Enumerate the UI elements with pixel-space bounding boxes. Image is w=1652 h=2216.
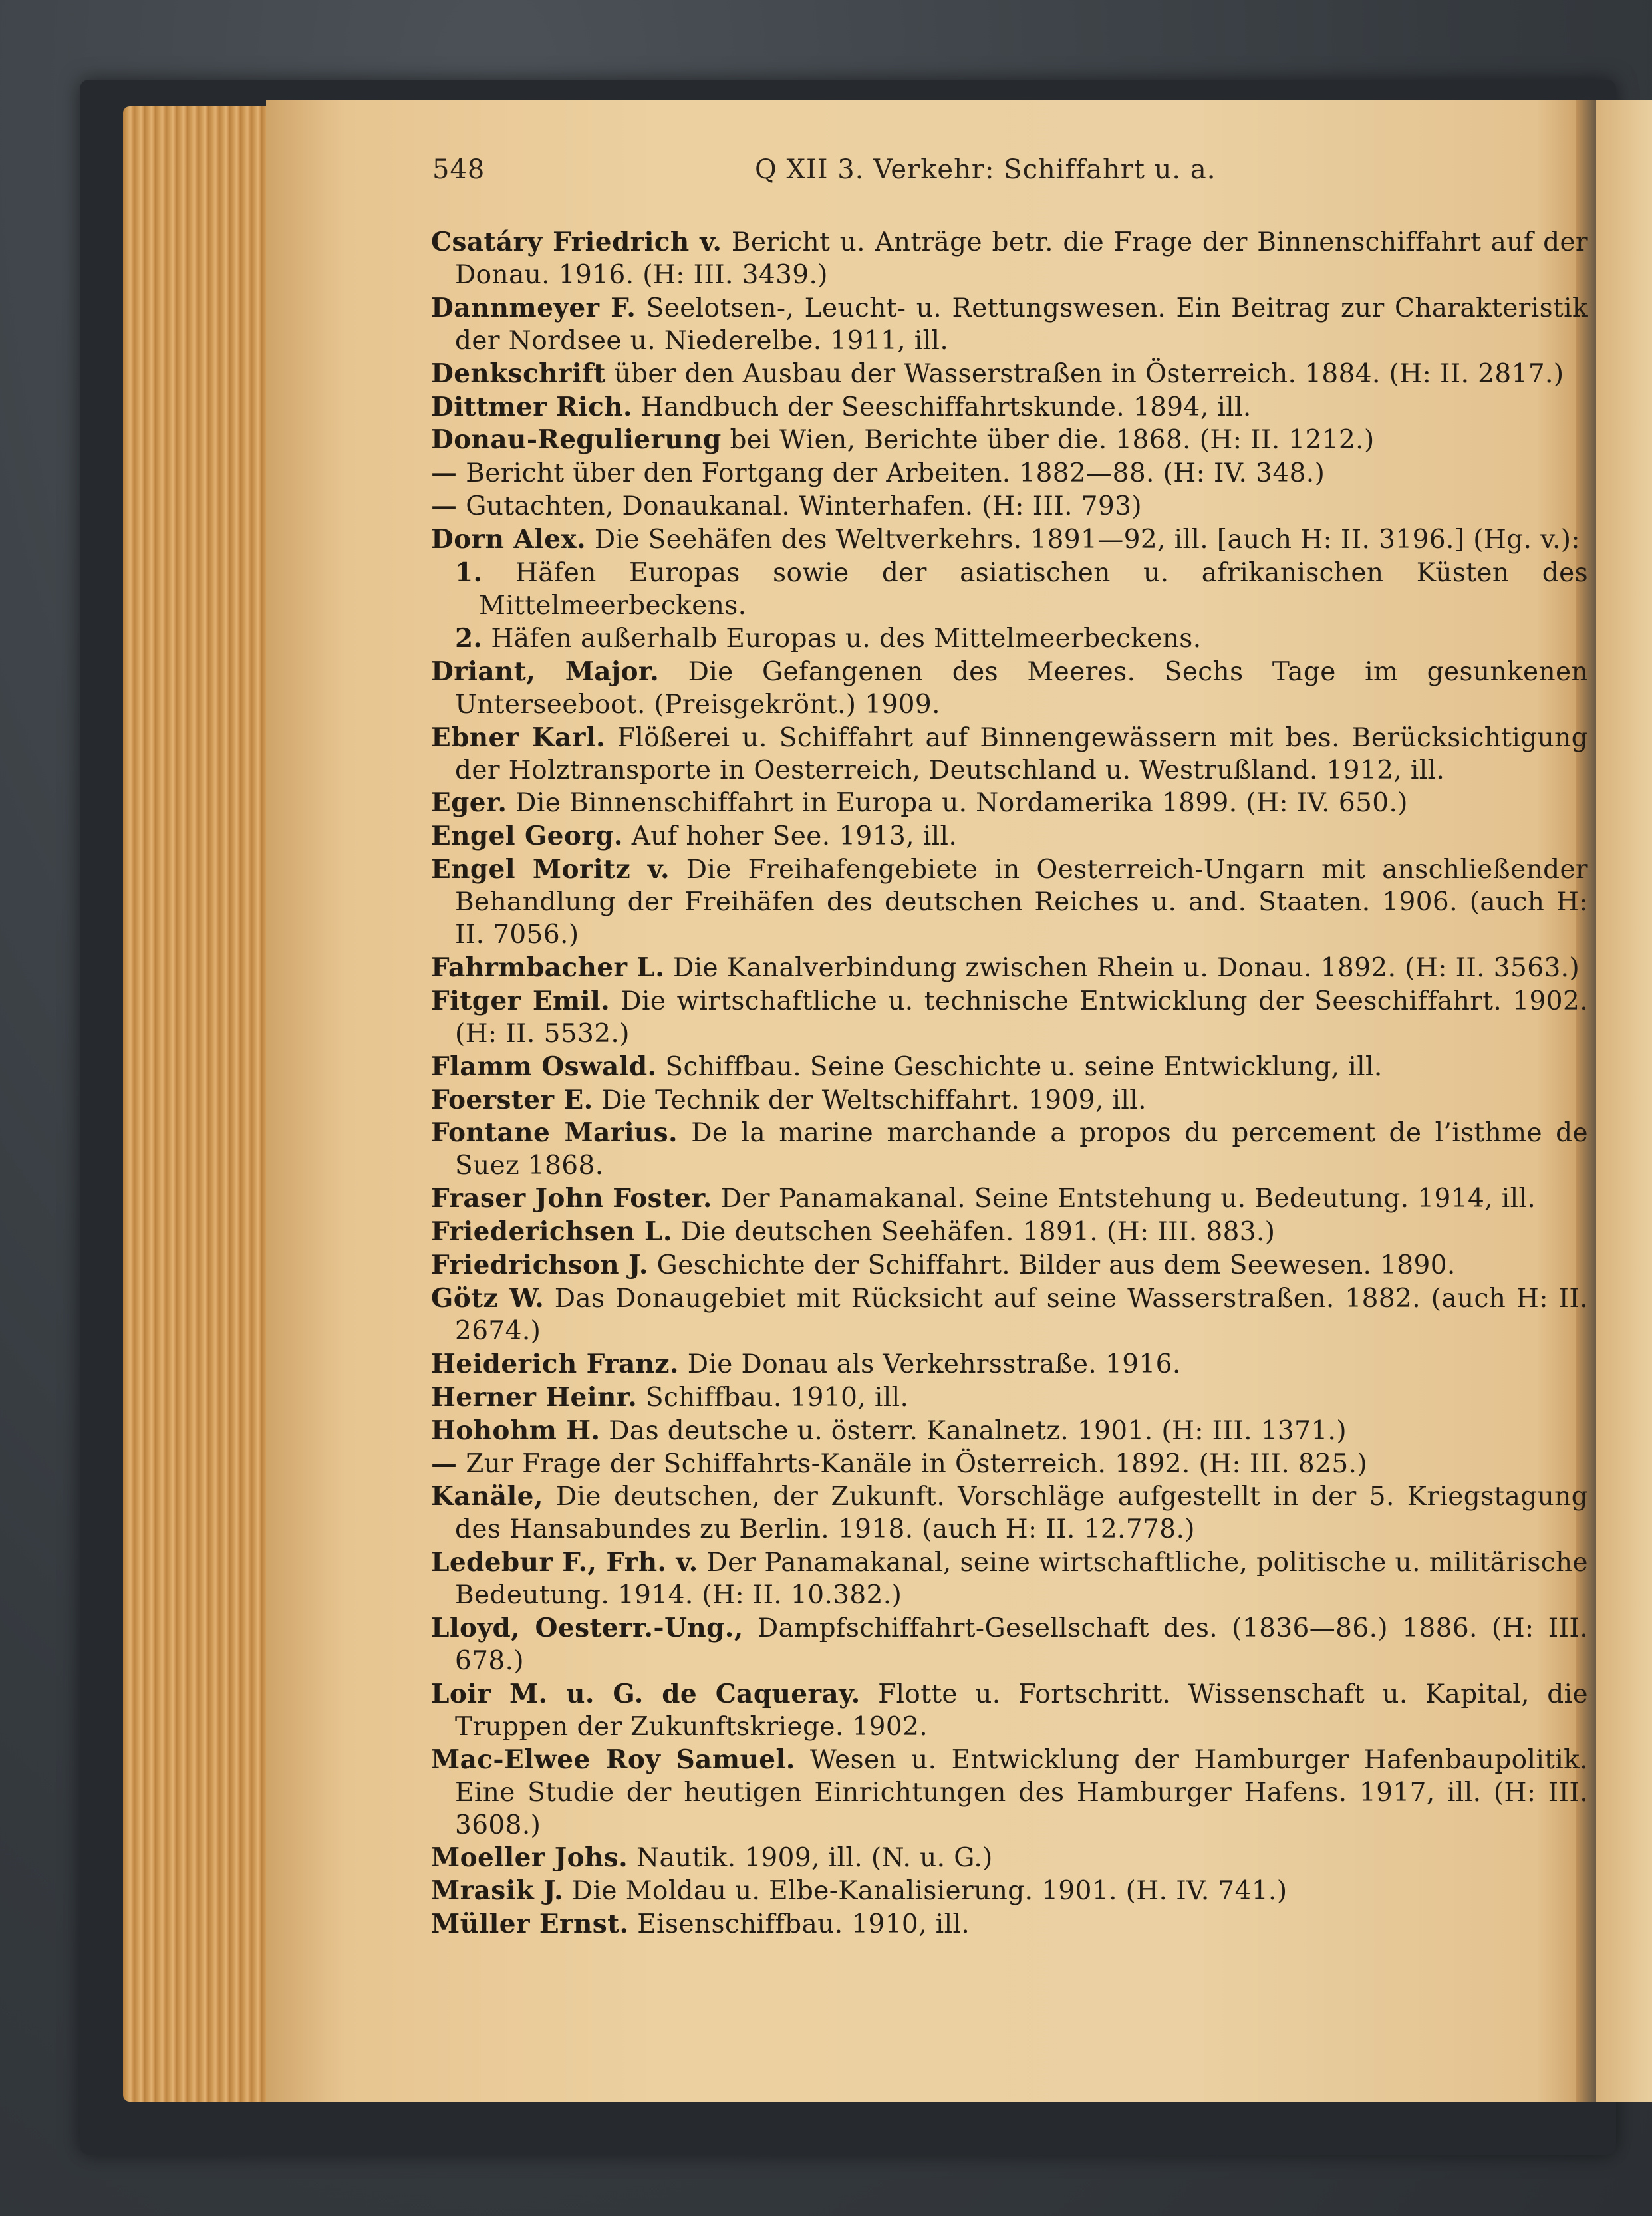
bibliography-entry (431, 1908, 1588, 1941)
entry-text: Seelotsen-, Leucht- u. Rettungswesen. Ein Beitrag zur Charakteristik der Nordsee u. Niederelbe. 1911, ill. (455, 293, 1588, 356)
entry-text: Eisenschiffbau. 1910, ill. (637, 1909, 970, 1940)
bibliography-entry (431, 1480, 1588, 1546)
entry-heading: 2. (455, 623, 483, 654)
entry-text: Auf hoher See. 1913, ill. (631, 821, 958, 852)
page-number: 548 (432, 154, 485, 185)
entry-text: Wesen u. Entwicklung der Hamburger Hafenbaupolitik. Eine Studie der heutigen Einrichtungen des Hamburger Hafens. 1917, ill. (H: III. 3608.) (455, 1744, 1588, 1840)
bibliography-entry (431, 391, 1588, 424)
bibliography-entry (431, 1182, 1588, 1216)
bibliography-entry (431, 1084, 1588, 1117)
entry-heading: Engel Georg. (431, 821, 623, 852)
bibliography-entry (431, 1448, 1588, 1481)
bibliography-entry (431, 952, 1588, 985)
bibliography-entry (431, 557, 1588, 623)
bibliography-entry (431, 457, 1588, 490)
entry-heading: Fitger Emil. (431, 985, 611, 1016)
entry-heading: Moeller Johs. (431, 1842, 628, 1873)
bibliography-entry (431, 1117, 1588, 1182)
entry-heading: Denkschrift (431, 358, 606, 389)
entry-text: Die deutschen, der Zukunft. Vorschläge aufgestellt in der 5. Kriegstagung des Hansabundes zu Berlin. 1918. (auch H: II. 12.778.) (455, 1482, 1588, 1545)
entry-heading: Fahrmbacher L. (431, 952, 665, 983)
entry-text: Die Moldau u. Elbe-Kanalisierung. 1901. (H. IV. 741.) (571, 1876, 1288, 1907)
entry-text: Die Kanalverbindung zwischen Rhein u. Donau. 1892. (H: II. 3563.) (673, 952, 1580, 983)
entry-text: De la marine marchande a propos du percement de l’isthme de Suez 1868. (455, 1118, 1588, 1181)
entry-text: Die Gefangenen des Meeres. Sechs Tage im gesunkenen Unterseeboot. (Preisgekrönt.) 1909. (455, 656, 1588, 720)
entry-heading: Eger. (431, 787, 507, 819)
entry-heading: Herner Heinr. (431, 1381, 638, 1413)
entry-heading: — (431, 1448, 458, 1479)
entry-text: Die Seehäfen des Weltverkehrs. 1891—92, ill. [auch H: II. 3196.] (Hg. v.): (594, 525, 1580, 555)
entry-text: Der Panamakanal. Seine Entstehung u. Bedeutung. 1914, ill. (720, 1184, 1536, 1214)
entry-heading: — (431, 491, 458, 522)
bibliography-entry (431, 656, 1588, 722)
bibliography-entry (431, 1612, 1588, 1678)
entry-heading: Friedrichson J. (431, 1250, 648, 1281)
entry-heading: Dittmer Rich. (431, 391, 632, 422)
entry-heading: 1. (455, 557, 483, 589)
entry-heading: Ebner Karl. (431, 722, 605, 753)
entry-text: Dampfschiffahrt-Gesellschaft des. (1836—86.) 1886. (H: III. 678.) (455, 1613, 1588, 1676)
running-title: Q XII 3. Verkehr: Schiffahrt u. a. (755, 154, 1216, 185)
bibliography-list (431, 226, 1588, 1941)
bibliography-entry (431, 226, 1588, 292)
entry-heading: Dannmeyer F. (431, 292, 636, 323)
bibliography-entry (431, 1282, 1588, 1348)
entry-heading: Driant, Major. (431, 656, 660, 687)
next-page-edge (1596, 100, 1652, 2102)
entry-text: Der Panamakanal, seine wirtschaftliche, politische u. militärische Bedeutung. 1914. (H: II. 10.382.) (455, 1548, 1588, 1611)
entry-text: Handbuch der Seeschiffahrtskunde. 1894, ill. (640, 392, 1252, 422)
entry-heading: Dorn Alex. (431, 524, 587, 555)
entry-text: Die Freihafengebiete in Oesterreich-Ungarn mit anschließender Behandlung der Freihäfen des deutschen Reiches u. and. Staaten. 1906. (auch H: II. 7056.) (455, 855, 1588, 950)
entry-text: Geschichte der Schiffahrt. Bilder aus dem Seewesen. 1890. (656, 1250, 1456, 1281)
entry-text: Zur Frage der Schiffahrts-Kanäle in Österreich. 1892. (H: III. 825.) (466, 1449, 1367, 1479)
page-header (432, 154, 1430, 194)
bibliography-entry (431, 1415, 1588, 1448)
entry-heading: Foerster E. (431, 1084, 593, 1115)
entry-heading: — (431, 458, 458, 489)
bibliography-entry (431, 358, 1588, 391)
entry-text: über den Ausbau der Wasserstraßen in Österreich. 1884. (H: II. 2817.) (614, 358, 1564, 389)
entry-heading: Kanäle, (431, 1481, 543, 1512)
bibliography-entry (431, 1842, 1588, 1875)
entry-heading: Engel Moritz v. (431, 854, 670, 885)
bibliography-entry (431, 787, 1588, 820)
entry-text: Schiffbau. Seine Geschichte u. seine Entwicklung, ill. (665, 1051, 1383, 1082)
entry-text: Nautik. 1909, ill. (N. u. G.) (636, 1843, 993, 1873)
entry-heading: Lloyd, Oesterr.-Ung., (431, 1613, 744, 1644)
entry-text: Die Donau als Verkehrsstraße. 1916. (687, 1349, 1181, 1379)
entry-text: Die Binnenschiffahrt in Europa u. Nordamerika 1899. (H: IV. 650.) (515, 788, 1408, 819)
bibliography-entry (431, 1678, 1588, 1744)
entry-text: Flößerei u. Schiffahrt auf Binnengewässern mit bes. Berücksichtigung der Holztransporte in Oesterreich, Deutschland u. Westrußland. 1912, ill. (455, 722, 1588, 785)
bibliography-entry (431, 490, 1588, 523)
entry-heading: Friederichsen L. (431, 1216, 672, 1248)
entry-heading: Donau-Regulierung (431, 424, 722, 456)
entry-text: Die Technik der Weltschiffahrt. 1909, ill. (601, 1085, 1147, 1115)
page-edges (123, 106, 276, 2102)
entry-text: Bericht über den Fortgang der Arbeiten. 1882—88. (H: IV. 348.) (466, 458, 1325, 489)
entry-heading: Götz W. (431, 1283, 545, 1314)
entry-text: Schiffbau. 1910, ill. (645, 1382, 909, 1413)
entry-heading: Csatáry Friedrich v. (431, 227, 722, 257)
bibliography-entry (431, 1051, 1588, 1084)
entry-heading: Fontane Marius. (431, 1117, 678, 1149)
entry-text: Flotte u. Fortschritt. Wissenschaft u. Kapital, die Truppen der Zukunftskriege. 1902. (455, 1679, 1589, 1742)
entry-text: Die deutschen Seehäfen. 1891. (H: III. 883.) (680, 1217, 1276, 1248)
bibliography-entry (431, 424, 1588, 457)
bibliography-entry (431, 985, 1588, 1051)
entry-text: Die wirtschaftliche u. technische Entwicklung der Seeschiffahrt. 1902. (H: II. 5532.) (455, 986, 1588, 1049)
entry-heading: Hohohm H. (431, 1415, 601, 1446)
entry-text: Häfen außerhalb Europas u. des Mittelmeerbeckens. (491, 623, 1202, 654)
entry-heading: Loir M. u. G. de Caqueray. (431, 1678, 861, 1709)
entry-text: Das deutsche u. österr. Kanalnetz. 1901. (H: III. 1371.) (609, 1415, 1347, 1446)
bibliography-entry (431, 820, 1588, 853)
bibliography-entry (431, 1875, 1588, 1908)
bibliography-entry (431, 1216, 1588, 1249)
entry-heading: Müller Ernst. (431, 1909, 629, 1940)
bibliography-entry (431, 292, 1588, 358)
bibliography-entry (431, 1546, 1588, 1612)
entry-text: bei Wien, Berichte über die. 1868. (H: II. 1212.) (730, 425, 1375, 456)
bibliography-entry (431, 523, 1588, 557)
bibliography-entry (431, 853, 1588, 952)
bibliography-entry (431, 1249, 1588, 1282)
entry-heading: Flamm Oswald. (431, 1051, 657, 1082)
entry-text: Häfen Europas sowie der asiatischen u. afrikanischen Küsten des Mittelmeerbeckens. (479, 558, 1588, 621)
entry-heading: Mac-Elwee Roy Samuel. (431, 1744, 795, 1775)
bibliography-entry (431, 1381, 1588, 1415)
entry-heading: Ledebur F., Frh. v. (431, 1547, 698, 1578)
entry-text: Bericht u. Anträge betr. die Frage der Binnenschiffahrt auf der Donau. 1916. (H: III. 3439.) (455, 227, 1588, 290)
entry-text: Gutachten, Donaukanal. Winterhafen. (H: III. 793) (466, 491, 1143, 522)
bibliography-entry (431, 1348, 1588, 1381)
bibliography-entry (431, 623, 1588, 656)
entry-text: Das Donaugebiet mit Rücksicht auf seine Wasserstraßen. 1882. (auch H: II. 2674.) (455, 1284, 1588, 1346)
entry-heading: Heiderich Franz. (431, 1348, 679, 1379)
bibliography-entry (431, 722, 1588, 787)
bibliography-entry (431, 1744, 1588, 1842)
entry-heading: Fraser John Foster. (431, 1183, 712, 1214)
entry-heading: Mrasik J. (431, 1875, 563, 1907)
